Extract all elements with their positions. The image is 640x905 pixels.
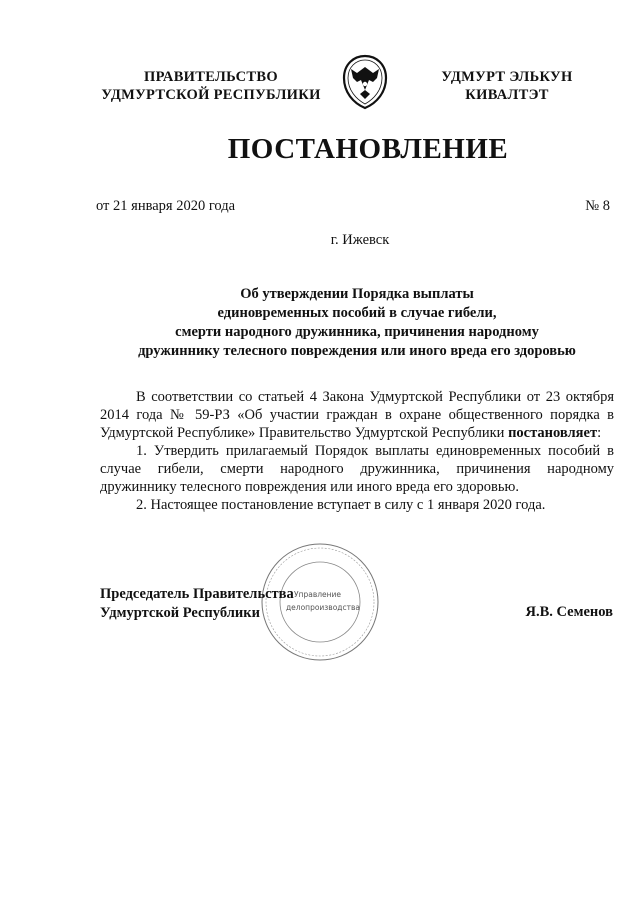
issuer-name-udmurt-line1: УДМУРТ ЭЛЬКУН <box>441 69 573 85</box>
preamble-text: В соответствии со статьей 4 Закона Удмуртской Республики от 23 октября 2014 года № 59-РЗ «Об участии граждан в охране общественного порядка в Удмуртской Республике» Правительство Удмуртской Республики <box>100 389 614 441</box>
subject-line: смерти народного дружинника, причинения народному <box>175 324 539 340</box>
decree-suffix: : <box>597 425 602 441</box>
document-title: ПОСТАНОВЛЕНИЕ <box>227 133 509 165</box>
subject-line: Об утверждении Порядка выплаты <box>240 286 474 302</box>
subject-line: единовременных пособий в случае гибели, <box>217 305 497 321</box>
subject-line: дружиннику телесного повреждения или иного вреда его здоровью <box>138 343 576 359</box>
issuer-name-udmurt <box>418 68 596 104</box>
preamble-paragraph <box>100 388 614 442</box>
issuer-name-udmurt-line2: КИВАЛТЭТ <box>465 87 549 103</box>
signatory-name: Я.В. Семенов <box>525 604 613 620</box>
decree-word: постановляет <box>508 425 598 441</box>
document-city: г. Ижевск <box>330 232 390 248</box>
signatory-position-line1: Председатель Правительства <box>100 586 294 602</box>
signatory-position-line2: Удмуртской Республики <box>100 605 260 621</box>
udmurt-coat-of-arms-icon <box>340 54 390 110</box>
decree-item-1: 1. Утвердить прилагаемый Порядок выплаты единовременных пособий в случае гибели, смерти народного дружинника, причинения народному дружиннику телесного повреждения или иного вреда его здоровью. <box>100 443 614 495</box>
stamp-text-line1: Управление <box>294 590 342 599</box>
document-number: № 8 <box>585 198 610 214</box>
stamp-text-line2: делопроизводства <box>286 603 361 612</box>
issuer-name-russian-line2: УДМУРТСКОЙ РЕСПУБЛИКИ <box>101 87 321 103</box>
document-subject <box>100 285 614 361</box>
decree-item-2: 2. Настоящее постановление вступает в силу с 1 января 2020 года. <box>136 497 546 513</box>
document-date: от 21 января 2020 года <box>96 198 236 214</box>
issuer-name-russian <box>80 68 342 104</box>
issuer-name-russian-line1: ПРАВИТЕЛЬСТВО <box>144 69 278 85</box>
signatory-position <box>100 585 294 623</box>
document-body <box>100 388 614 514</box>
